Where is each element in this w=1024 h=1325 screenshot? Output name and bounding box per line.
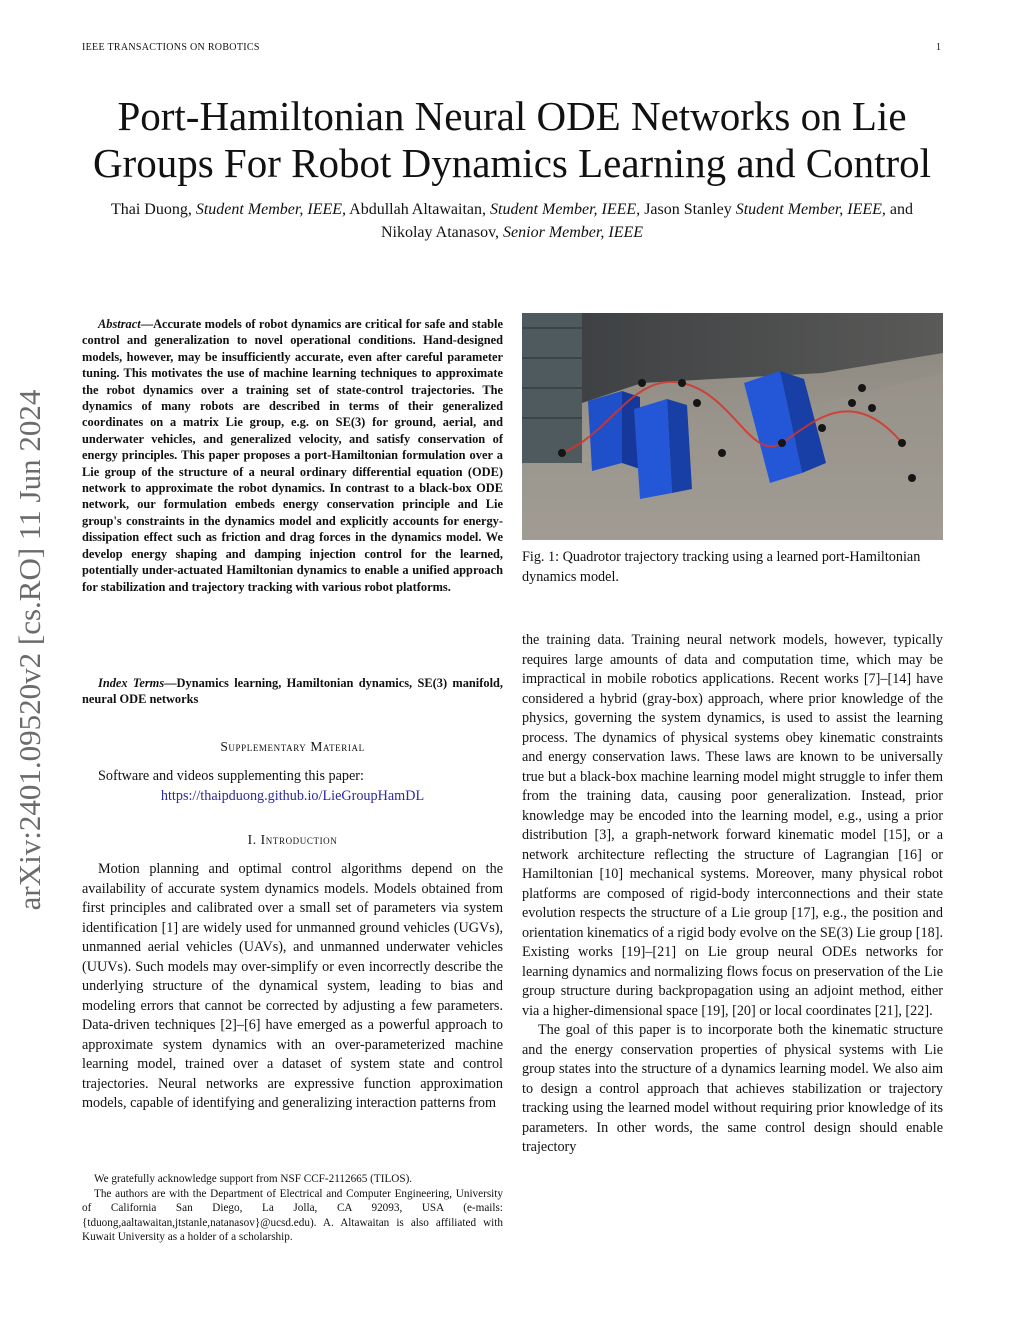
supplementary-heading: Supplementary Material — [220, 739, 365, 754]
author-name: Abdullah Altawaitan, — [349, 201, 486, 218]
abstract-label: Abstract — [98, 317, 141, 331]
footnote — [82, 1172, 503, 1245]
author-list — [90, 198, 934, 244]
abstract — [82, 316, 503, 595]
right-column-body — [522, 631, 943, 1158]
arxiv-id: arXiv:2401.09520v2 [cs.RO] 11 Jun 2024 — [12, 389, 47, 911]
figure-1-photo — [522, 313, 943, 540]
author-role: Senior Member, IEEE — [503, 224, 644, 241]
arxiv-stamp — [0, 350, 60, 950]
supplementary-block — [82, 767, 503, 806]
introduction-body — [82, 860, 503, 1114]
paragraph: Motion planning and optimal control algorithms depend on the availability of accurate system dynamics models. Models obtained from first principles and calibrated over a small set of parameters via system identification [1] are widely used for unmanned ground vehicles (UGVs), unmanned aerial vehicles (UAVs), and unmanned underwater vehicles (UUVs). Such models may over-simplify or even incorrectly describe the underlying structure of the dynamical system, leading to bias and modeling errors that cannot be corrected by adjusting a few parameters. Data-driven techniques [2]–[6] have emerged as a powerful approach to approximate system dynamics with an over-parameterized machine learning model, trained over a dataset of system state and control trajectories. Neural networks are expressive function approximation models, capable of identifying and generalizing interaction patterns from — [82, 861, 503, 1111]
author-name: Thai Duong, — [110, 201, 192, 218]
footnote-funding: We gratefully acknowledge support from NSF CCF-2112665 (TILOS). — [94, 1173, 413, 1185]
title-line-2: Groups For Robot Dynamics Learning and Control — [92, 140, 932, 186]
author-role: Student Member, IEEE, — [735, 201, 886, 218]
page-number: 1 — [936, 42, 941, 53]
introduction-heading: I. Introduction — [247, 832, 338, 847]
supplementary-link[interactable]: https://thaipduong.github.io/LieGroupHamDL — [160, 787, 425, 804]
index-terms — [82, 675, 503, 708]
footnote-affiliation: The authors are with the Department of Electrical and Computer Engineering, University of California San Diego, La Jolla, CA 92093, USA (e-mails: {tduong,aaltawaitan,jtstanle,natanasov}@ucsd.edu). A. Altawaitan is also affiliated with Kuwait University as a holder of a scholarship. — [82, 1187, 503, 1244]
abstract-text: —Accurate models of robot dynamics are critical for safe and stable control and generalization to novel operational conditions. Hand-designed models, however, may be insufficiently accurate, even after careful parameter tuning. This motivates the use of machine learning techniques to approximate the robot dynamics over a training set of state-control trajectories. The dynamics of many robots are described in terms of their generalized coordinates on a matrix Lie group, e.g. on SE(3) for ground, aerial, and underwater vehicles, and generalized velocity, and satisfy conservation of energy principles. This paper proposes a port-Hamiltonian formulation over a Lie group of the structure of a neural ordinary differential equation (ODE) network to approximate the robot dynamics. In contrast to a black-box ODE network, our formulation embeds energy conservation principle and Lie group's constraints in the dynamics model and explicitly accounts for energy-dissipation effect such as friction and drag forces in the dynamics model. We develop energy shaping and damping injection control for the learned, potentially under-actuated Hamiltonian dynamics to enable a unified approach for stabilization and trajectory tracking with various robot platforms. — [82, 317, 503, 594]
paragraph: the training data. Training neural network models, however, typically requires large amounts of data and computation time, which may be impractical in mobile robotics applications. Recent works [7]–[14] have considered a hybrid (gray-box) approach, where prior knowledge of the physics, governing the system dynamics, is used to assist the learning process. The dynamics of physical systems obey kinematic constraints and energy conservation laws. These laws are known to be universally true but a black-box machine learning model might struggle to infer them from the training data, causing poor generalization. Instead, prior knowledge may be encoded into the learning model, e.g., using a prior distribution [3], a graph-network forward kinematic model [15], or a network architecture reflecting the structure of Lagrangian [16] or Hamiltonian [10] mechanical systems. Moreover, many physical robot platforms are composed of rigid-body interconnections and their state evolution respects the structure of a Lie group [17], e.g., the position and orientation kinematics of a rigid body evolve on the SE(3) Lie group [18]. Existing works [19]–[21] on Lie group neural ODEs networks for learning dynamics and normalizing flows focus on preservation of the Lie group structure during backpropagation using an adjoint method, either via a higher-dimensional space [19], [20] or local coordinates [21], [22]. — [522, 632, 943, 1019]
index-terms-label: Index Terms — [98, 676, 165, 690]
author-name: and Nikolay Atanasov, — [380, 201, 914, 241]
index-terms-text: —Dynamics learning, Hamiltonian dynamics, SE(3) manifold, neural ODE networks — [82, 676, 503, 707]
author-role: Student Member, IEEE, — [195, 201, 347, 218]
figure-1-caption: Fig. 1: Quadrotor trajectory tracking using a learned port-Hamiltonian dynamics model. — [522, 549, 921, 585]
supplementary-text: Software and videos supplementing this paper: — [98, 768, 364, 784]
author-name: Jason Stanley — [644, 201, 732, 218]
author-role: Student Member, IEEE, — [490, 201, 641, 218]
paper-title — [60, 93, 964, 187]
running-header: IEEE TRANSACTIONS ON ROBOTICS — [82, 42, 260, 53]
title-line-1: Port-Hamiltonian Neural ODE Networks on Lie — [117, 93, 907, 139]
paragraph: The goal of this paper is to incorporate both the kinematic structure and the energy conservation properties of physical systems with Lie group states into the structure of a dynamics learning model. We also aim to design a control approach that achieves stabilization or trajectory tracking using the learned model without requiring prior knowledge of its parameters. In other words, the same control design should enable trajectory — [522, 1022, 943, 1155]
quadrotor-scene-illustration — [522, 313, 943, 540]
